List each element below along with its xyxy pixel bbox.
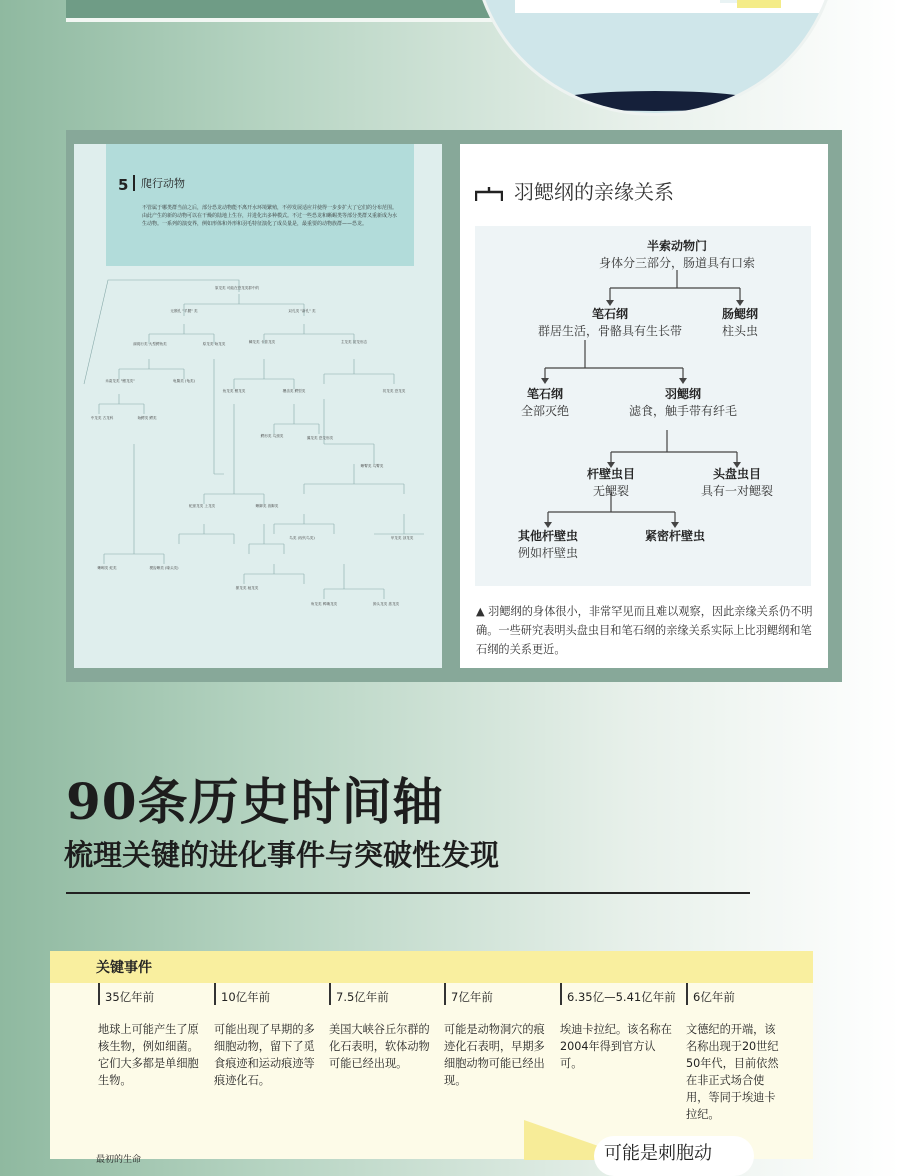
diagram-caption: ▲ 羽鳃纲的身体很小，非常罕见而且难以观察，因此亲缘关系仍不明确。一些研究表明头盘虫目和笔石纲的亲缘关系实际上比羽鳃纲和笔石纲的关系更近。 — [476, 605, 813, 656]
node-other-rhabdopleura: 其他杆壁虫 例如杆壁虫 — [517, 529, 579, 560]
event-text: 可能是动物洞穴的痕迹化石表明，早期多细胞动物可能已经出现。 — [444, 1023, 545, 1087]
node-graptolites: 笔石纲 全部灭绝 — [520, 387, 570, 418]
timeline-tick — [444, 983, 446, 1005]
event-text: 埃迪卡拉纪。该名称在2004年得到官方认可。 — [560, 1023, 672, 1070]
callout-arrow-icon — [524, 1120, 604, 1160]
top-strip — [66, 0, 506, 22]
section-intro: 不管属于哪类群当前之后，部分恐龙动物能不离开水环境繁殖，不停发展适应并使得一步步扩大了它们的分布范围。由此产生的新的动物可以在干燥的陆地上生存，并进化出多种模式。不过一些恐龙和蜥蜴类等部分类群又重新成为水生动物。一系列的演变界，例如形体和外形和羽毛特征演化了成员量是，最重要的动物族群——恐龙。 — [142, 205, 398, 227]
timeline-tick — [98, 983, 100, 1005]
node-rhabdopleurida: 杆壁虫目 无鳃裂 — [586, 467, 636, 498]
section-number: 5 — [118, 176, 129, 194]
node-hemichordata: 半索动物门 身体分三部分，肠道具有口索 — [598, 239, 756, 270]
event-text: 美国大峡谷丘尔群的化石表明，软体动物可能已经出现。 — [329, 1023, 430, 1070]
timeline-subsection-label: 最初的生命 — [96, 1155, 142, 1165]
event-text: 文德纪的开端，该名称出现于20世纪50年代，目前依然在非正式场合使用，等同于埃迪卡拉纪。 — [686, 1023, 779, 1121]
event-date: 6亿年前 — [693, 990, 735, 1004]
tree-glyph-icon — [475, 186, 503, 202]
title-rule — [66, 892, 750, 894]
diagram-title: 羽鳃纲的亲缘关系 — [514, 180, 674, 204]
timeline-tick — [686, 983, 688, 1005]
book-photo — [472, 0, 838, 116]
timeline-tick — [560, 983, 562, 1005]
node-enteropneusta: 肠鳃纲 柱头虫 — [721, 307, 759, 338]
event-text: 可能出现了早期的多细胞动物，留下了觅食痕迹和运动痕迹等痕迹化石。 — [214, 1023, 315, 1087]
event-date: 35亿年前 — [105, 990, 155, 1004]
event-date: 7.5亿年前 — [336, 990, 389, 1004]
left-page: 原龙类 可能在恐龙类群中的 无颞孔 "羊膜" 类 双孔类 "新孔" 类 副爬行类 大型鳄鱼类 原龙类 始龙类 鳞龙类 卡普龙类 主龙类 初龙形态 米索龙类 "鳍龙类" 龟鳖类 (龟类) 鱼龙类 鳍龙类 槽齿类 鳄型类 初龙类 恐龙类 中龙类 古龙科 始鳄类 鳄类 鳄形类 鸟颈类 翼龙类 恐龙形类 蜥臀类 鸟臀类 蛇颈龙类 上龙类 蜥脚类 兽脚类 鸟类 (现代鸟类) 甲龙类 剑龙类 蜥蜴类 蛇类 楔齿蜥类 (喙头类) 暴龙类 驰龙类 角龙类 鸭嘴龙类 肿头龙类 禽龙类 — [74, 144, 442, 668]
timeline-label: 关键事件 — [96, 960, 152, 976]
callout-text: 可能是刺胞动 — [604, 1143, 712, 1164]
node-pterobranchia: 羽鳃纲 滤食，触手带有纤毛 — [628, 387, 738, 418]
event-date: 10亿年前 — [221, 990, 271, 1004]
event-date: 6.35亿—5.41亿年前 — [567, 990, 676, 1004]
event-date: 7亿年前 — [451, 990, 493, 1004]
section-title: 爬行动物 — [141, 177, 185, 190]
subtitle: 梳理关键的进化事件与突破性发现 — [64, 838, 500, 872]
timeline-header — [50, 951, 813, 983]
node-graptolithina: 笔石纲 群居生活，骨骼具有生长带 — [537, 307, 683, 338]
node-dense-rhabdopleura: 紧密杆壁虫 — [644, 529, 706, 543]
event-text: 地球上可能产生了原核生物，例如细菌。它们大多都是单细胞生物。 — [98, 1023, 199, 1087]
phylogeny-diagram — [475, 226, 811, 586]
timeline-tick — [214, 983, 216, 1005]
timeline-tick — [329, 983, 331, 1005]
node-cephalodiscida: 头盘虫目 具有一对鳃裂 — [700, 467, 774, 498]
main-title: 90条历史时间轴 — [66, 772, 444, 831]
title-divider — [133, 175, 135, 191]
